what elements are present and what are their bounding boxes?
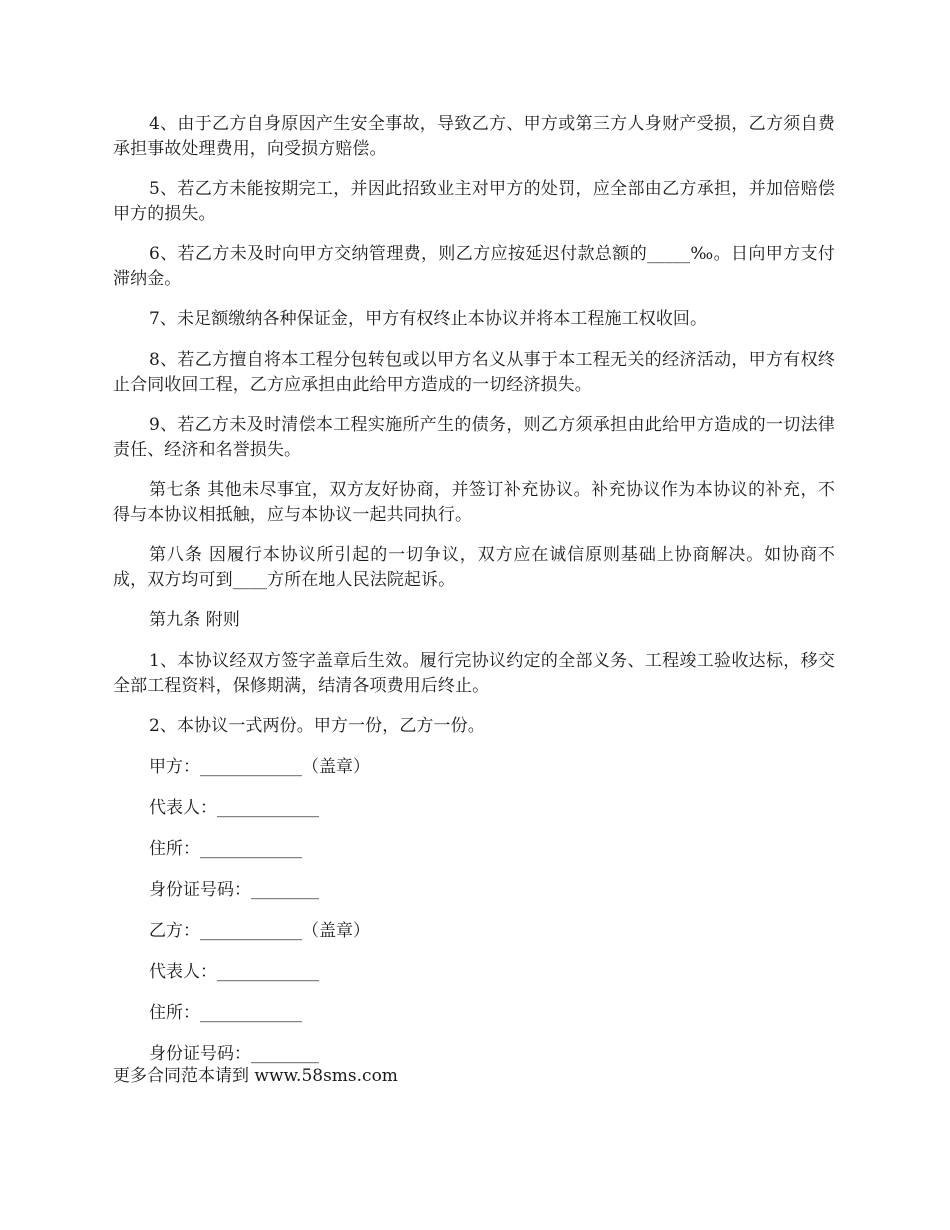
article-9-item-1: 1、本协议经双方签字盖章后生效。履行完协议约定的全部义务、工程竣工验收达标，移交全部工程资料，保修期满，结清各项费用后终止。 [113,651,835,696]
party-a-line: 甲方：____________（盖章） [149,757,370,777]
clause-7: 7、未足额缴纳各种保证金，甲方有权终止本协议并将本工程施工权收回。 [149,309,708,329]
contract-body [113,112,835,1083]
party-b-address-line: 住所：____________ [149,1003,302,1023]
party-a-representative-line: 代表人：____________ [149,798,319,818]
party-a-id-line: 身份证号码：________ [149,880,319,900]
clause-4: 4、由于乙方自身原因产生安全事故，导致乙方、甲方或第三方人身财产受损，乙方须自费承担事故处理费用，向受损方赔偿。 [113,114,835,159]
article-9-heading: 第九条 附则 [149,610,241,630]
party-a-address-line: 住所：____________ [149,839,302,859]
party-b-id-line: 身份证号码：________ [149,1044,319,1064]
article-8: 第八条 因履行本协议所引起的一切争议，双方应在诚信原则基础上协商解决。如协商不成，双方均可到____方所在地人民法院起诉。 [113,545,835,590]
clause-5: 5、若乙方未能按期完工，并因此招致业主对甲方的处罚，应全部由乙方承担，并加倍赔偿甲方的损失。 [113,179,835,224]
clause-8: 8、若乙方擅自将本工程分包转包或以甲方名义从事于本工程无关的经济活动，甲方有权终止合同收回工程，乙方应承担由此给甲方造成的一切经济损失。 [113,350,835,395]
article-9-item-2: 2、本协议一式两份。甲方一份，乙方一份。 [149,716,485,736]
article-7: 第七条 其他未尽事宜，双方友好协商，并签订补充协议。补充协议作为本协议的补充，不得与本协议相抵触，应与本协议一起共同执行。 [113,480,835,525]
clause-9: 9、若乙方未及时清偿本工程实施所产生的债务，则乙方须承担由此给甲方造成的一切法律责任、经济和名誉损失。 [113,415,835,460]
party-b-line: 乙方：____________（盖章） [149,921,370,941]
party-b-representative-line: 代表人：____________ [149,962,319,982]
clause-6: 6、若乙方未及时向甲方交纳管理费，则乙方应按延迟付款总额的_____‰。日向甲方支付滞纳金。 [113,244,835,289]
footer-note: 更多合同范本请到 www.58sms.com [113,1066,398,1086]
